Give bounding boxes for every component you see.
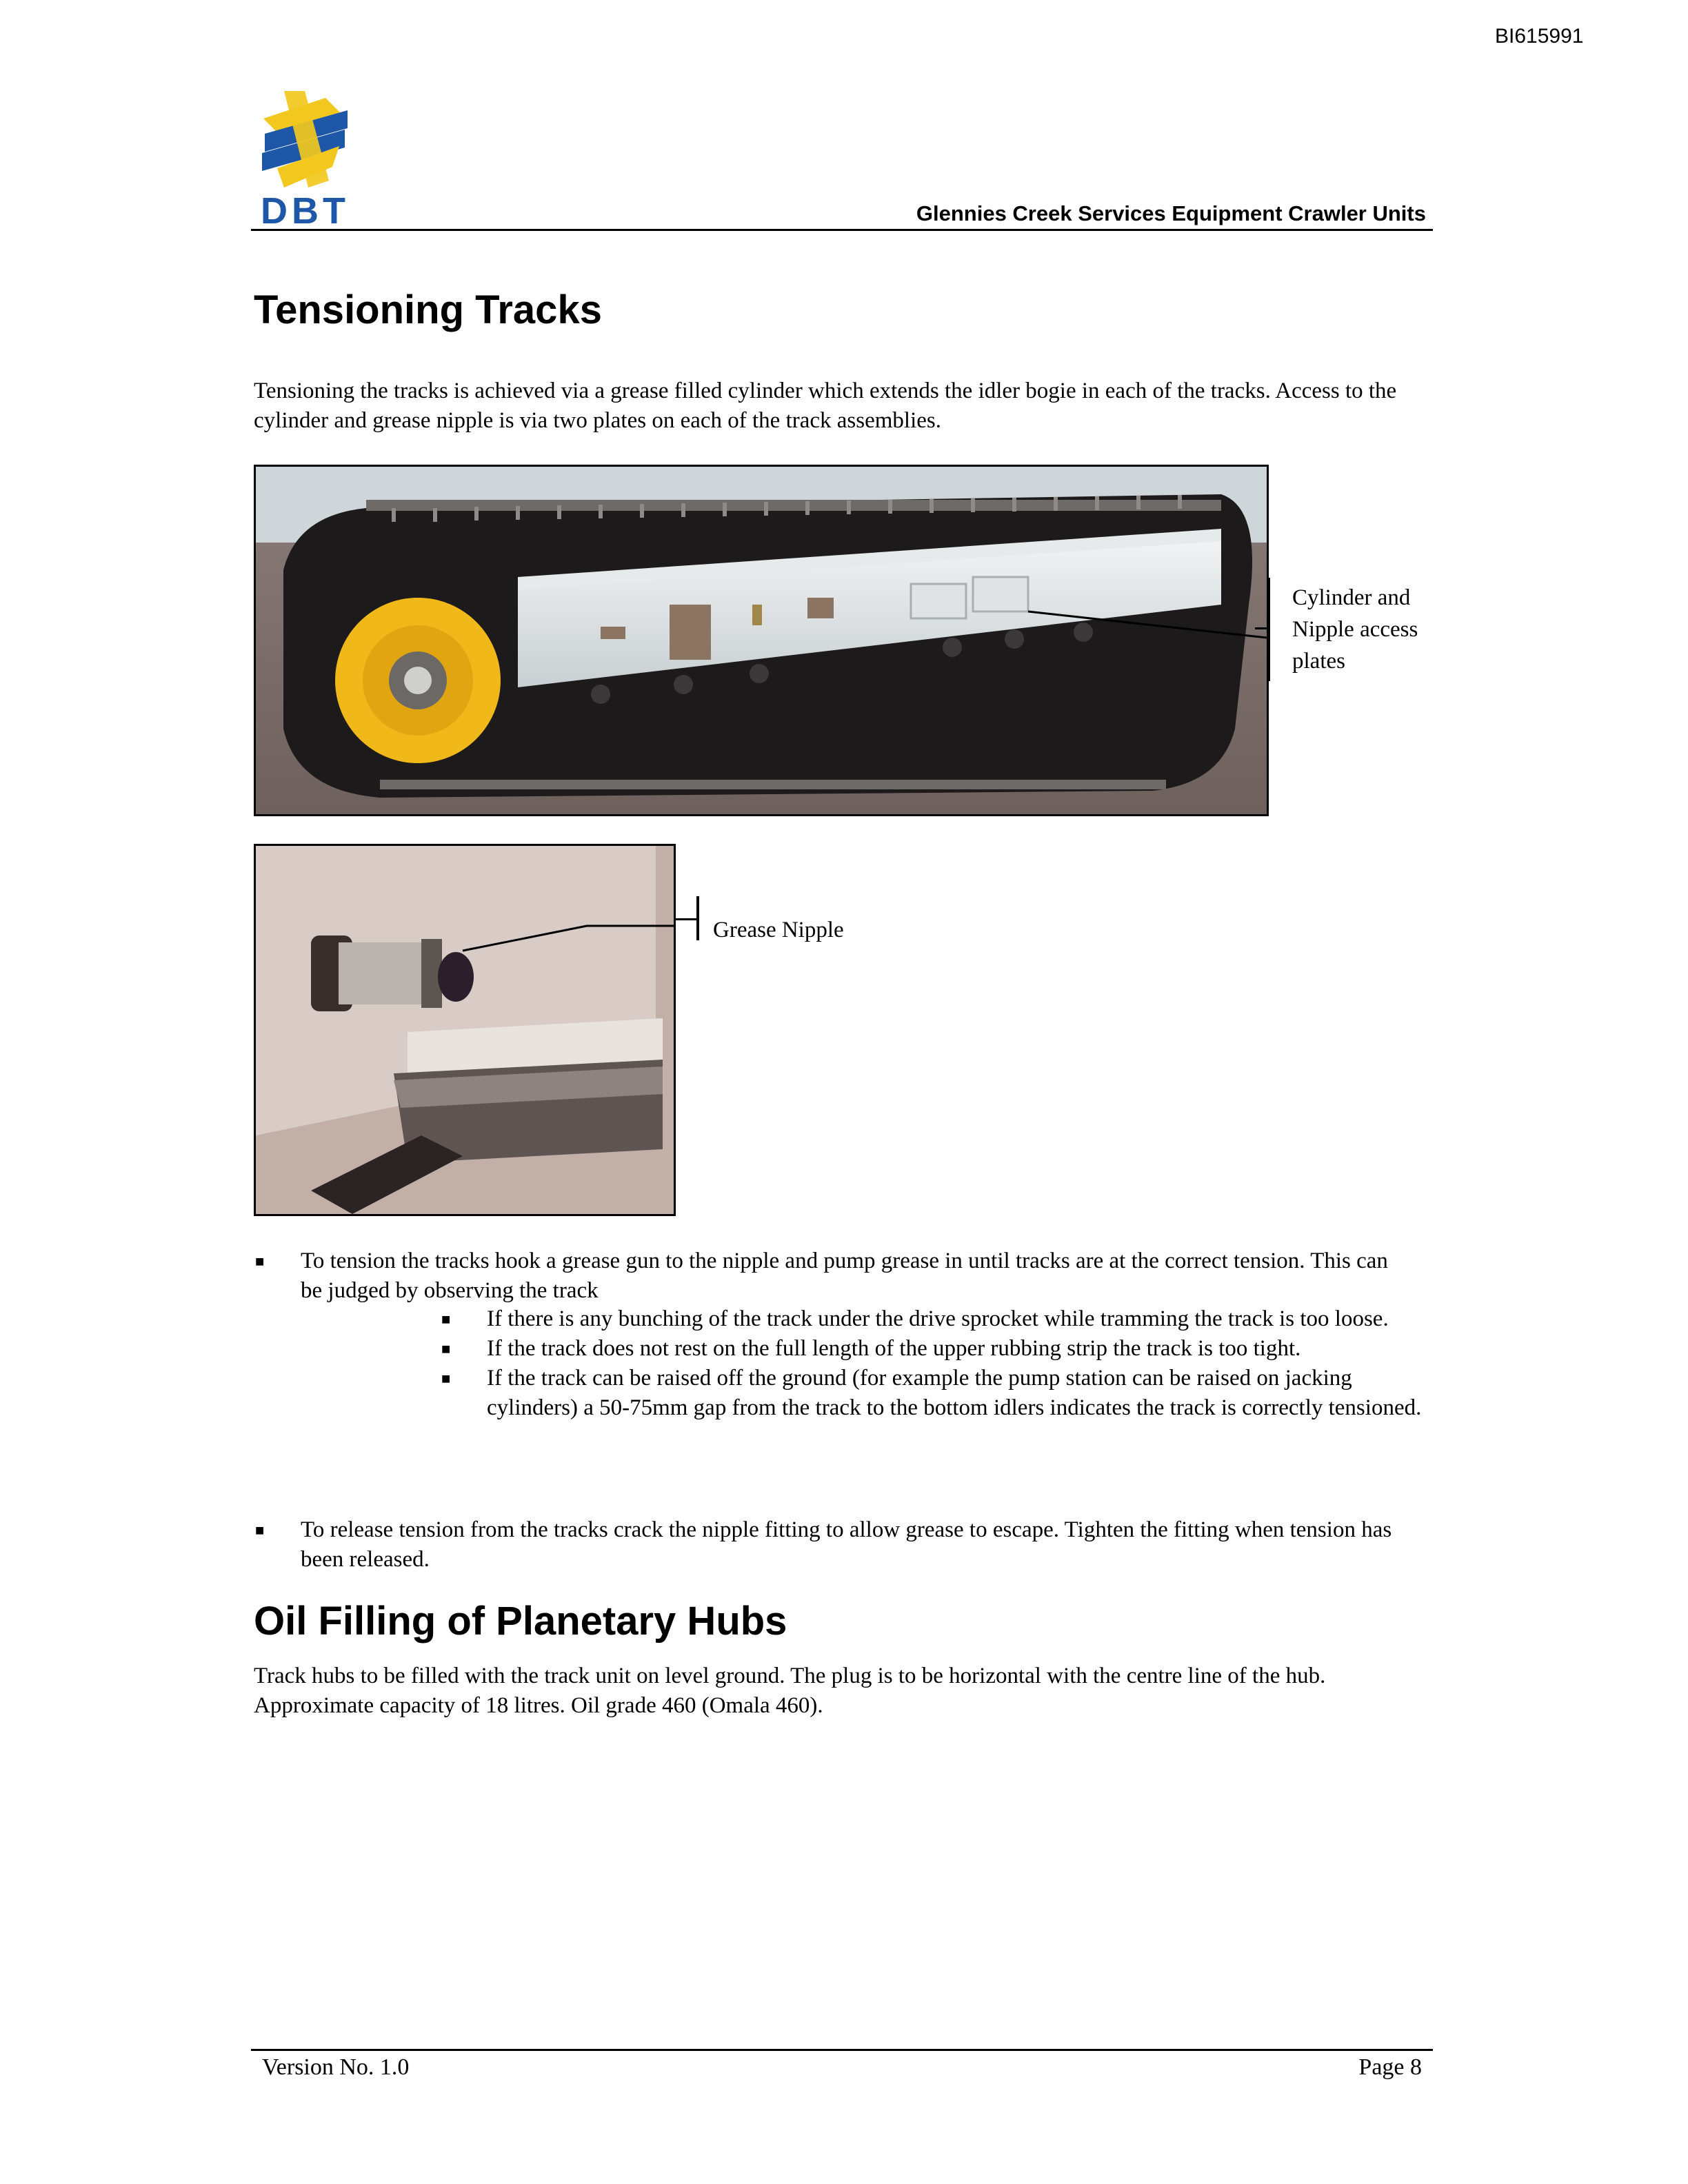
dbt-logo [257, 91, 353, 226]
list-item [441, 1334, 1425, 1364]
callout-leader-2 [676, 918, 698, 920]
dbt-logo-icon [257, 91, 353, 226]
section-heading-oil-filling: Oil Filling of Planetary Hubs [254, 1599, 787, 1644]
bullet-square-icon: ■ [255, 1253, 265, 1270]
callout-bracket-1 [1267, 578, 1270, 681]
list-item [255, 1515, 1404, 1575]
document-id: BI615991 [1495, 25, 1584, 48]
sub-bullet-text: If the track can be raised off the ground (for example the pump station can be raised on jacking cylinders) a 50-75mm gap from the track to the bottom idlers indicates the track is correctly tensioned. [487, 1366, 1422, 1420]
grease-nipple-photo-icon [256, 846, 674, 1214]
list-item [441, 1304, 1425, 1334]
grease-nipple-photo [254, 844, 676, 1216]
callout-access-plates: Cylinder and Nipple access plates [1292, 585, 1418, 674]
intro-paragraph: Tensioning the tracks is achieved via a grease filled cylinder which extends the idler bogie in each of the tracks. Access to the cylinder and grease nipple is via two plates on each of the track assemblies. [254, 378, 1397, 433]
footer-page-number: Page 8 [1358, 2054, 1422, 2080]
callout-leader-1 [1255, 627, 1269, 629]
callout-grease-nipple: Grease Nipple [713, 918, 844, 942]
dbt-logo-text: DBT [261, 190, 350, 226]
oil-filling-paragraph: Track hubs to be filled with the track unit on level ground. The plug is to be horizontal with the centre line of the hub. Approximate capacity of 18 litres. Oil grade 460 (Omala 460). [254, 1664, 1326, 1718]
bullet-list-tension [255, 1246, 1404, 1306]
list-item [441, 1364, 1425, 1423]
bullet-square-icon: ■ [441, 1370, 451, 1387]
bullet-square-icon: ■ [255, 1521, 265, 1539]
footer-version: Version No. 1.0 [262, 2054, 410, 2080]
bullet-list-release [255, 1515, 1404, 1575]
crawler-track-photo-icon [256, 467, 1267, 814]
list-item [255, 1246, 1404, 1306]
sub-bullet-text: If the track does not rest on the full length of the upper rubbing strip the track is too tight. [487, 1336, 1301, 1361]
bullet-square-icon: ■ [441, 1311, 451, 1328]
header-rule [251, 229, 1433, 231]
bullet-text: To tension the tracks hook a grease gun to the nipple and pump grease in until tracks are at the correct tension. This can be judged by observing the track [301, 1248, 1388, 1303]
crawler-track-photo [254, 465, 1269, 816]
header-title: Glennies Creek Services Equipment Crawler Units [916, 201, 1426, 225]
section-heading-tensioning: Tensioning Tracks [254, 287, 602, 332]
sub-bullet-text: If there is any bunching of the track under the drive sprocket while tramming the track is too loose. [487, 1306, 1389, 1331]
sub-bullet-list [441, 1304, 1425, 1423]
bullet-text: To release tension from the tracks crack the nipple fitting to allow grease to escape. Tighten the fitting when tension has been released. [301, 1517, 1392, 1572]
footer-rule [251, 2049, 1433, 2051]
bullet-square-icon: ■ [441, 1340, 451, 1357]
